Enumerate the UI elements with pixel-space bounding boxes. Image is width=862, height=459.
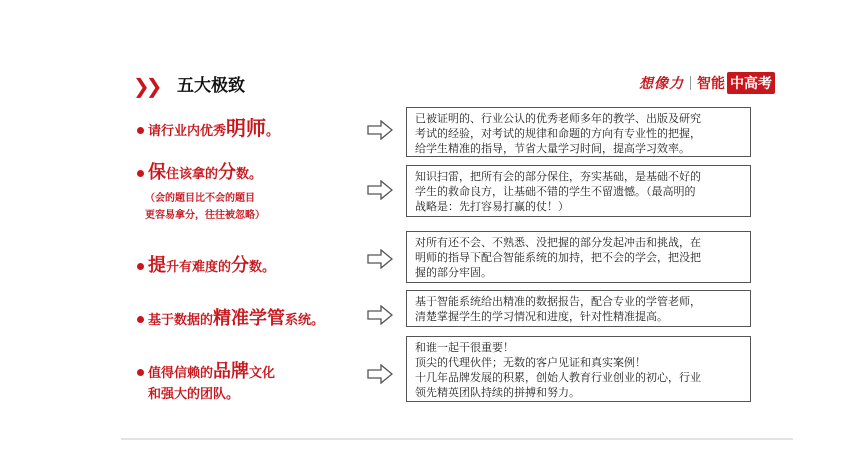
- logo-text-a: 想像力: [639, 76, 684, 92]
- bullet-dot: [137, 316, 144, 323]
- box-line: 和谁一起干很重要！: [415, 341, 514, 354]
- point-2-text-b: 住该拿的: [166, 167, 219, 182]
- box-line: 考试的经验，对考试的规律和命题的方向有专业性的把握，: [415, 127, 701, 140]
- note-line: （会的题目比不会的题目: [145, 193, 255, 205]
- box-line: 对所有还不会、不熟悉、没把握的部分发起冲击和挑战，在: [415, 236, 701, 249]
- point-3-box: [406, 231, 751, 283]
- point-3-text-b: 升有难度的: [166, 260, 232, 275]
- point-2-text-c: 分: [218, 162, 237, 183]
- point-1-box: [406, 107, 751, 157]
- point-4-text-b: 精准学管: [213, 308, 286, 329]
- point-1: [137, 115, 279, 141]
- box-line: 学生的救命良方，让基础不错的学生不留遗憾。（最高明的: [415, 185, 696, 198]
- box-line: 明师的指导下配合智能系统的加持，把不会的学会，把没把: [415, 251, 701, 264]
- brand-logo: [639, 72, 775, 94]
- point-1-text-b: 明师: [226, 116, 267, 140]
- point-4-box: [406, 290, 751, 327]
- box-line: 领先精英团队持续的拼搏和努力。: [415, 386, 580, 399]
- right-arrow-icon: [367, 120, 393, 140]
- point-5-box: [406, 336, 751, 402]
- slide: [121, 60, 793, 440]
- point-3-text-a: 提: [148, 255, 166, 276]
- box-line: 基于智能系统给出精准的数据报告，配合专业的学管老师，: [415, 295, 701, 308]
- box-line: 给学生精准的指导，节省大量学习时间，提高学习效率。: [415, 142, 690, 155]
- logo-divider: [690, 76, 691, 90]
- bullet-dot: [137, 170, 144, 177]
- point-3-text-c: 分: [231, 255, 250, 276]
- point-5-text-c: 文化: [249, 366, 276, 381]
- point-1-text-c: 。: [266, 124, 280, 139]
- right-arrow-icon: [367, 180, 393, 200]
- right-arrow-icon: [367, 249, 393, 269]
- slide-title: 五大极致: [177, 76, 245, 96]
- box-line: 清楚掌握学生的学习情况和进度，针对性精准提高。: [415, 310, 668, 323]
- point-1-text-a: 请行业内优秀: [148, 124, 227, 139]
- point-5-text-d: 和强大的团队。: [148, 387, 240, 403]
- right-arrow-icon: [367, 364, 393, 384]
- point-2-box: [406, 165, 751, 217]
- right-arrow-icon: [367, 305, 393, 325]
- bullet-dot: [137, 369, 144, 376]
- point-3-text-d: 数。: [249, 260, 276, 275]
- point-3: [137, 254, 275, 277]
- point-4-text-c: 系统。: [285, 313, 325, 328]
- point-5-text-a: 值得信赖的: [148, 366, 214, 381]
- box-line: 顶尖的代理伙伴；无数的客户见证和真实案例！: [415, 356, 646, 369]
- point-2-text-a: 保: [148, 162, 166, 183]
- box-line: 战略是：先打容易打赢的仗！）: [415, 200, 569, 213]
- point-2: [137, 161, 265, 224]
- box-line: 握的部分牢固。: [415, 266, 492, 279]
- point-4: [137, 307, 324, 330]
- point-2-note: [145, 190, 265, 224]
- point-5: [137, 360, 275, 404]
- bullet-dot: [137, 127, 144, 134]
- point-4-text-a: 基于数据的: [148, 313, 214, 328]
- point-5-text-b: 品牌: [213, 361, 250, 382]
- box-line: 知识扫雷，把所有会的部分保住，夯实基础，是基础不好的: [415, 170, 701, 183]
- logo-text-c: 中高考: [727, 72, 775, 94]
- double-chevron-icon: ❯❯: [133, 74, 159, 98]
- bullet-dot: [137, 263, 144, 270]
- box-line: 十几年品牌发展的积累，创始人教育行业创业的初心，行业: [415, 371, 701, 384]
- point-2-text-d: 数。: [236, 167, 263, 182]
- note-line: 更容易拿分，往往被忽略）: [145, 210, 265, 222]
- slide-header: [121, 72, 793, 100]
- logo-text-b: 智能: [697, 76, 725, 92]
- box-line: 已被证明的、行业公认的优秀老师多年的教学、出版及研究: [415, 112, 701, 125]
